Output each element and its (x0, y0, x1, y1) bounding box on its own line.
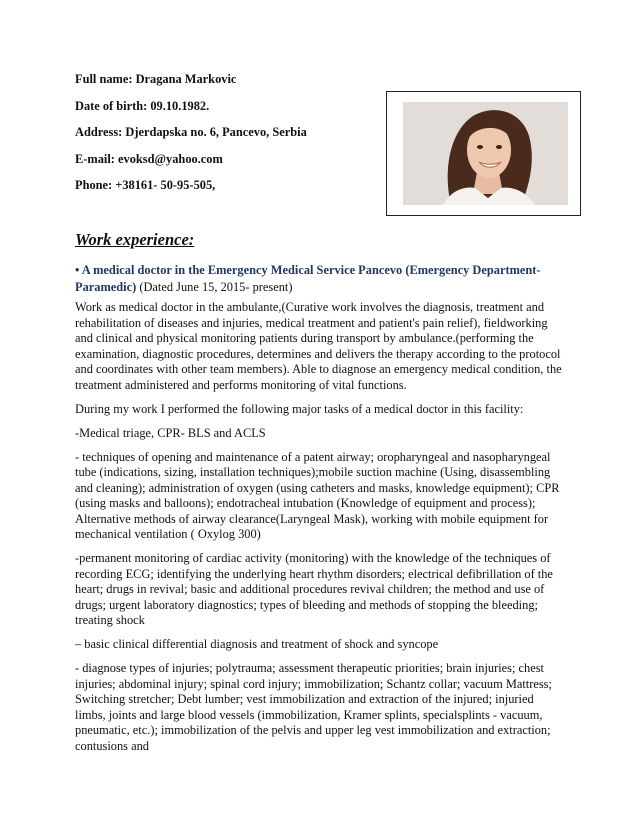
paragraph: Work as medical doctor in the ambulante,(Curative work involves the diagnosis, treatment and rehabilitation of diseases and injuries, medical treatment and patient's pain relief), fieldworking and clinical and physical monitoring patients during transport by ambulance.(performing the examination, diagnostic procedures, determines and delivers the therapy according to the protocol and coordinates with other team members). Able to diagnose an emergency medical condition, the treatment administered and performs monitoring of vital functions. (75, 300, 562, 392)
full-name: Full name: Dragana Markovic (75, 72, 237, 86)
photo-frame (386, 91, 581, 216)
paragraph: – basic clinical differential diagnosis and treatment of shock and syncope (75, 637, 439, 651)
paragraph: -permanent monitoring of cardiac activity (monitoring) with the knowledge of the techniques of recording ECG; identifying the underlying heart rhythm disorders; electrical defibrillation of the heart; drugs in revival; basic and additional procedures revival children; the method and use of drugs; urgent laboratory diagnostics; types of bleeding and methods of stopping the bleeding; treating shock (75, 551, 553, 627)
paragraph: During my work I performed the following major tasks of a medical doctor in this facility: (75, 401, 524, 416)
job-dates: (Dated June 15, 2015- present) (139, 280, 293, 294)
paragraph: - diagnose types of injuries; polytrauma; assessment therapeutic priorities; brain injuries; chest injuries; abdominal injury; spinal cord injury; immobilization; Schantz collar; vacuum Mattress; Switching stretcher; Debt lumber; vest immobilization and extraction of the injured; injuried limbs, joints and large blood vessels (immobilization, Kramer splints, specialsplints - vacuum, pneumatic, etc.); immobilization of the pelvis and upper leg vest immobilization and extraction; contusions and (75, 661, 552, 753)
paragraph: -Medical triage, CPR- BLS and ACLS (75, 425, 266, 440)
address: Address: Djerdapska no. 6, Pancevo, Serbia (75, 125, 307, 139)
profile-photo (403, 102, 568, 205)
paragraph: - techniques of opening and maintenance of a patent airway; oropharyngeal and nasopharyngeal tube (indications, sizing, installation techniques);mobile suction machine (Using, disassembling and cleaning); administration of oxygen (using catheters and masks, knowledge equipment); CPR (using masks and balloons); endotracheal intubation (Knowledge of equipment and process); Alternative methods of airway clearance(Laryngeal Mask), working with mobile equipment for mechanical ventilation ( Oxylog 300) (75, 449, 560, 541)
phone: Phone: +38161- 50-95-505, (75, 178, 216, 192)
work-experience-heading: Work experience: (75, 230, 195, 249)
job-name: • A medical doctor in the Emergency Medical Service Pancevo (Emergency Department-Paramedic) (75, 263, 541, 294)
email: E-mail: evoksd@yahoo.com (75, 151, 223, 166)
date-of-birth: Date of birth: 09.10.1982. (75, 98, 210, 113)
work-description (75, 300, 565, 763)
personal-info (75, 73, 375, 206)
job-title (75, 262, 555, 296)
